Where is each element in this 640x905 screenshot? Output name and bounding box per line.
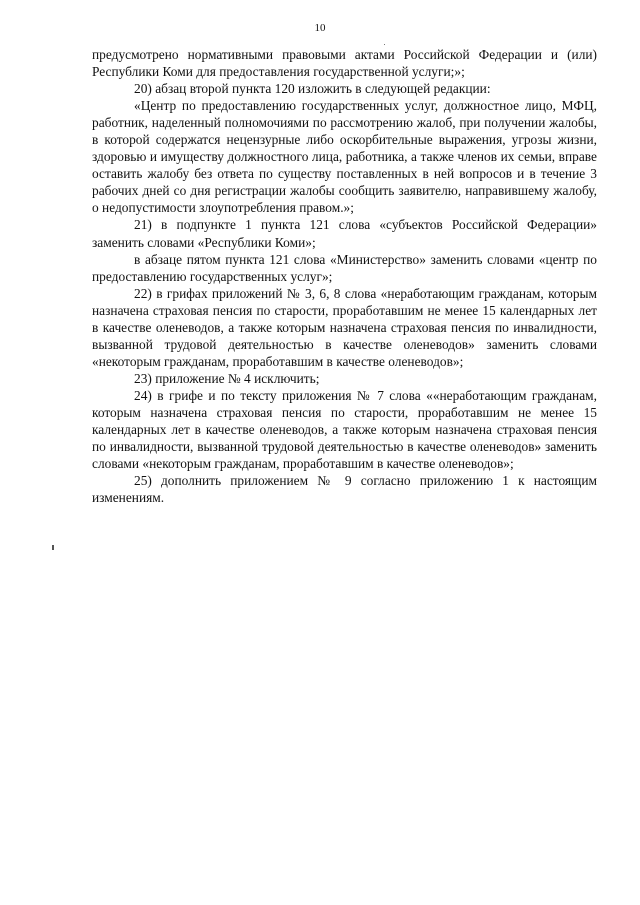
paragraph-quoted-text: «Центр по предоставлению государственных услуг, должностное лицо, МФЦ, работник, наделенный полномочиями по рассмотрению жалоб, при получении жалобы, в которой содержатся нецензурные либо оскорбительные выражения, угрозы жизни, здоровью и имуществу должностного лица, работника, а также членов их семьи, вправе оставить жалобу без ответа по существу поставленных в ней вопросов и в течение 3 рабочих дней со дня регистрации жалобы сообщить заявителю, направившему жалобу, о недопустимости злоупотребления правом.»; (92, 98, 597, 216)
paragraph-item-23: 23) приложение № 4 исключить; (134, 370, 320, 386)
paragraph-item-22: 22) в грифах приложений № 3, 6, 8 слова «неработающим гражданам, которым назначена страховая пенсия по старости, проработавшим не менее 15 календарных лет в качестве оленеводов, а также которым назначена страховая пенсия по инвалидности, вызванной трудовой деятельностью в качестве оленеводов» заменить словами «некоторым гражданам, проработавшим в качестве оленеводов»; (92, 285, 597, 369)
paragraph-item-24: 24) в грифе и по тексту приложения № 7 слова ««неработающим гражданам, которым назначена страховая пенсия по старости, проработавшим не менее 15 календарных лет в качестве оленеводов, а также которым назначена страховая пенсия по инвалидности, вызванной трудовой деятельностью в качестве оленеводов» заменить словами «некоторым гражданам, проработавшим в качестве оленеводов»; (92, 387, 597, 472)
paragraph-item-21-continued: в абзаце пятом пункта 121 слова «Министерство» заменить словами «центр по предоставлению государственных услуг»; (92, 251, 597, 284)
scan-speck (384, 44, 385, 45)
paragraph-continuation: предусмотрено нормативными правовыми актами Российской Федерации и (или) Республики Коми для предоставления государственной услуги;»; (92, 47, 597, 80)
paragraph-item-25: 25) дополнить приложением № 9 согласно приложению 1 к настоящим изменениям. (92, 473, 597, 506)
paragraph-item-21: 21) в подпункте 1 пункта 121 слова «субъектов Российской Федерации» заменить словами «Республики Коми»; (92, 217, 597, 250)
document-body (92, 46, 597, 506)
page-number: 10 (314, 22, 326, 34)
margin-mark (52, 545, 54, 550)
paragraph-item-20: 20) абзац второй пункта 120 изложить в следующей редакции: (134, 81, 491, 97)
